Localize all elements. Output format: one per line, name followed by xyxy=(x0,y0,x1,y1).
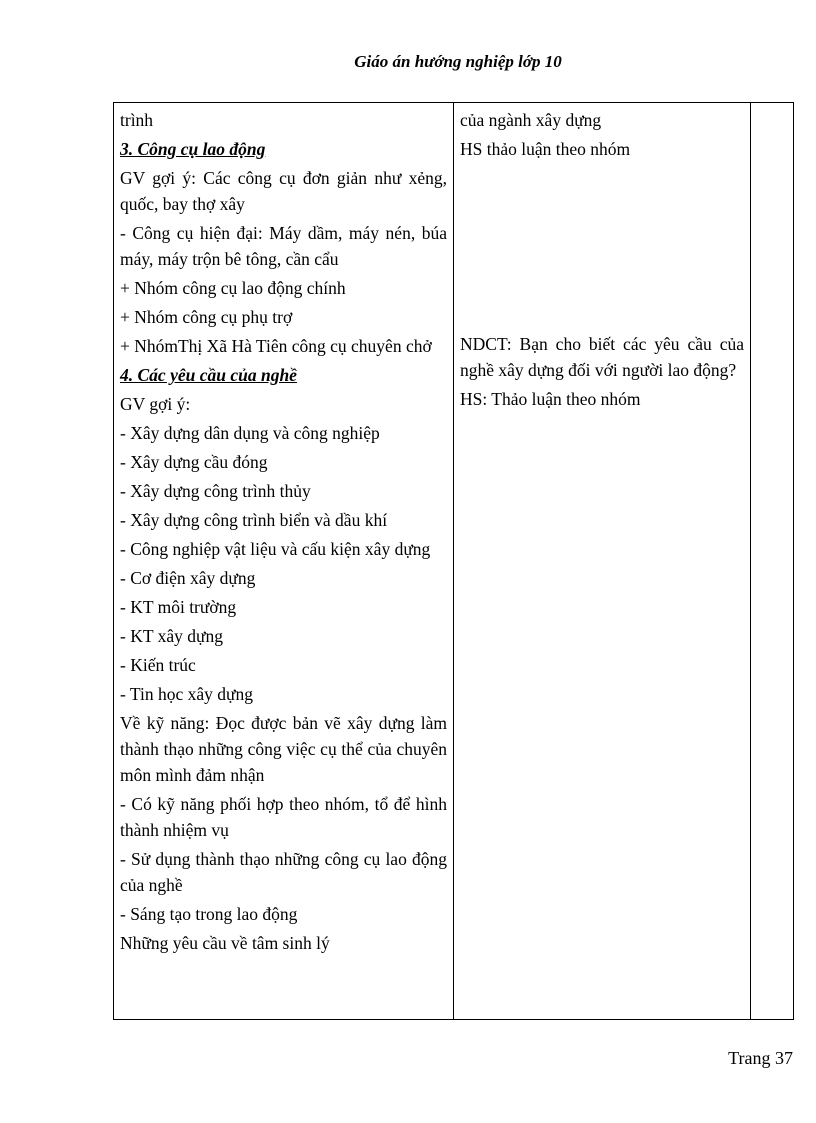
paragraph: - Xây dựng công trình thủy xyxy=(120,481,311,501)
paragraph: - Sử dụng thành thạo những công cụ lao động của nghề xyxy=(120,849,447,895)
section-heading xyxy=(120,362,447,388)
paragraph: - Có kỹ năng phối hợp theo nhóm, tổ để hình thành nhiệm vụ xyxy=(120,794,447,840)
student-activity-cell xyxy=(454,103,751,1020)
paragraph: của ngành xây dựng xyxy=(460,110,602,130)
paragraph: - Sáng tạo trong lao động xyxy=(120,904,298,924)
section-heading-text: 3. Công cụ lao động xyxy=(120,139,266,159)
paragraph: - Cơ điện xây dựng xyxy=(120,568,256,588)
paragraph: - KT môi trường xyxy=(120,597,237,617)
paragraph: HS: Thảo luận theo nhóm xyxy=(460,389,641,409)
paragraph: + NhómThị Xã Hà Tiên công cụ chuyên chở xyxy=(120,336,432,356)
paragraph: - Kiến trúc xyxy=(120,655,196,675)
paragraph: - Xây dựng cầu đóng xyxy=(120,452,268,472)
paragraph: - Tin học xây dựng xyxy=(120,684,253,704)
paragraph: + Nhóm công cụ phụ trợ xyxy=(120,307,293,327)
page-number: Trang 37 xyxy=(728,1048,793,1068)
section-heading-text: 4. Các yêu cầu của nghề xyxy=(120,365,297,385)
paragraph: GV gợi ý: xyxy=(120,394,191,414)
lesson-table xyxy=(113,102,794,1020)
table-row xyxy=(114,103,794,1020)
paragraph: HS thảo luận theo nhóm xyxy=(460,139,631,159)
cell-spacer xyxy=(460,165,744,331)
paragraph: Về kỹ năng: Đọc được bản vẽ xây dựng làm thành thạo những công việc cụ thể của chuyên môn mình đảm nhận xyxy=(120,713,447,785)
paragraph: - Công cụ hiện đại: Máy dầm, máy nén, búa máy, máy trộn bê tông, cần cẩu xyxy=(120,223,447,269)
page-header-title: Giáo án hướng nghiệp lớp 10 xyxy=(354,52,562,71)
paragraph: NDCT: Bạn cho biết các yêu cầu của nghề xây dựng đối với người lao động? xyxy=(460,334,744,380)
paragraph: GV gợi ý: Các công cụ đơn giản như xẻng, quốc, bay thợ xây xyxy=(120,168,447,214)
paragraph: - Xây dựng công trình biển và dầu khí xyxy=(120,510,388,530)
teacher-content-cell xyxy=(114,103,454,1020)
paragraph: - Xây dựng dân dụng và công nghiệp xyxy=(120,423,380,443)
paragraph: trình xyxy=(120,110,154,130)
section-heading xyxy=(120,136,447,162)
paragraph: - KT xây dựng xyxy=(120,626,223,646)
notes-cell xyxy=(751,103,794,1020)
paragraph: + Nhóm công cụ lao động chính xyxy=(120,278,346,298)
paragraph: - Công nghiệp vật liệu và cấu kiện xây dựng xyxy=(120,539,431,559)
paragraph: Những yêu cầu về tâm sinh lý xyxy=(120,933,330,953)
